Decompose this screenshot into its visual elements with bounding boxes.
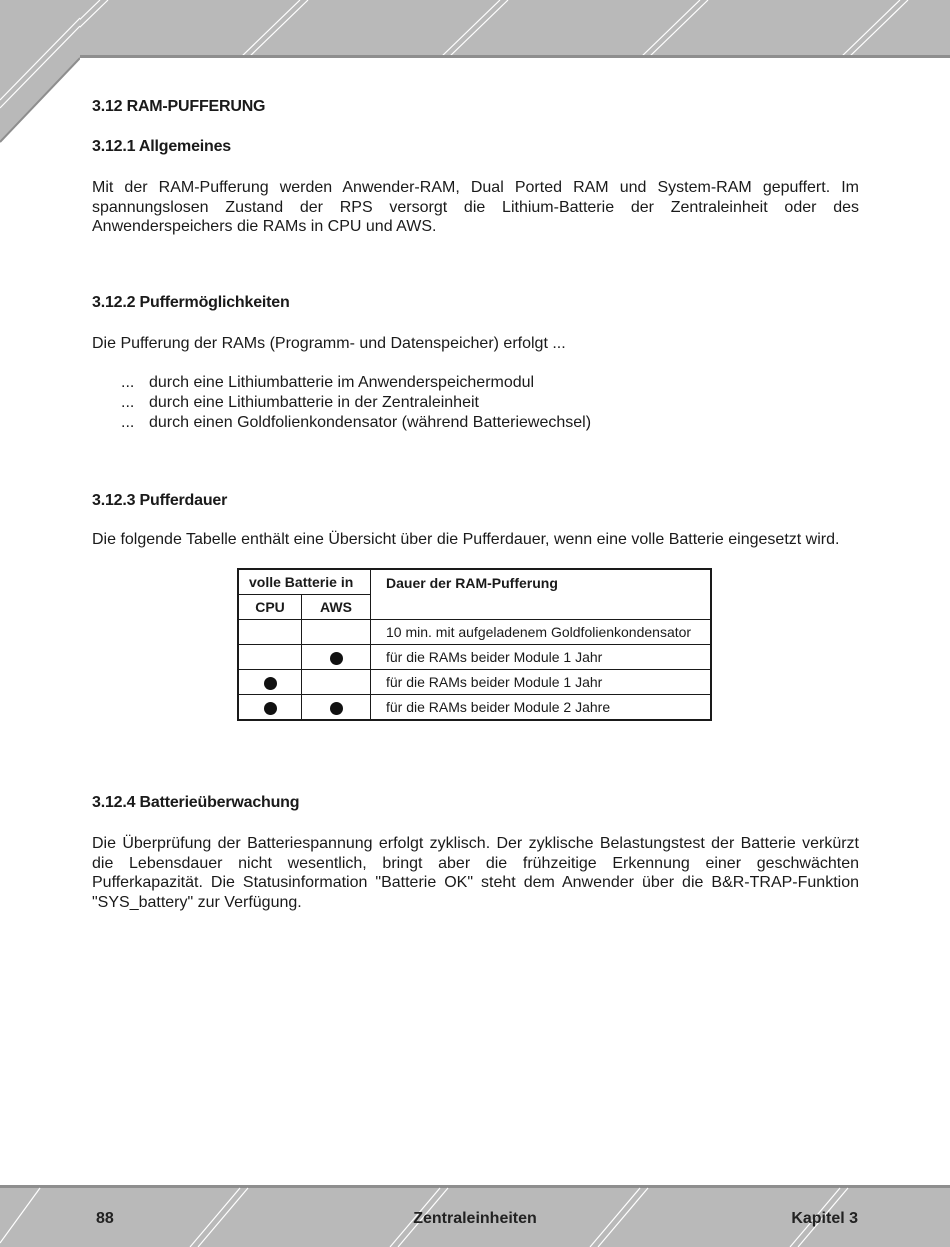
section-heading-puffermoeglichkeiten: 3.12.2 Puffermöglichkeiten xyxy=(92,294,290,311)
filled-dot-icon xyxy=(264,677,277,690)
header-duration: Dauer der RAM-Pufferung xyxy=(371,569,712,620)
table-row xyxy=(238,620,711,645)
header-full-battery: volle Batterie in xyxy=(238,569,371,595)
left-corner-band xyxy=(0,0,80,150)
bullet-marker: ... xyxy=(121,374,135,391)
section-heading-allgemeines: 3.12.1 Allgemeines xyxy=(92,138,231,155)
filled-dot-icon xyxy=(264,702,277,715)
list-item-text: durch eine Lithiumbatterie in der Zentraleinheit xyxy=(149,394,479,411)
cell-aws xyxy=(302,620,371,645)
list-item xyxy=(92,373,859,393)
cell-duration: für die RAMs beider Module 2 Jahre xyxy=(371,695,712,721)
paragraph-allgemeines: Mit der RAM-Pufferung werden Anwender-RAM, Dual Ported RAM und System-RAM gepuffert. Im spannungslosen Zustand der RPS versorgt die Lithium-Batterie der Zentraleinheit oder des Anwenderspeichers die RAMs in CPU und AWS. xyxy=(92,179,859,235)
chapter-label: Kapitel 3 xyxy=(791,1210,858,1227)
cell-duration: für die RAMs beider Module 1 Jahr xyxy=(371,670,712,695)
cell-aws xyxy=(302,645,371,670)
header-aws: AWS xyxy=(302,595,371,620)
paragraph-batterieueberwachung: Die Überprüfung der Batteriespannung erfolgt zyklisch. Der zyklische Belastungstest der Batterie verkürzt die Lebensdauer nicht wesentlich, bringt aber die frühzeitige Erkennung einer geschwächten Pufferkapazität. Die Statusinformation "Batterie OK" steht dem Anwender über die B&R-TRAP-Funktion "SYS_battery" zur Verfügung. xyxy=(92,835,859,911)
list-item xyxy=(92,413,859,433)
table-row xyxy=(238,695,711,721)
table-row xyxy=(238,645,711,670)
cell-aws xyxy=(302,670,371,695)
section-heading-batterieueberwachung: 3.12.4 Batterieüberwachung xyxy=(92,794,300,811)
cell-aws xyxy=(302,695,371,721)
filled-dot-icon xyxy=(330,652,343,665)
list-item xyxy=(92,393,859,413)
paragraph-pufferdauer-intro: Die folgende Tabelle enthält eine Übersicht über die Pufferdauer, wenn eine volle Batterie eingesetzt wird. xyxy=(92,531,840,548)
cell-duration: für die RAMs beider Module 1 Jahr xyxy=(371,645,712,670)
footer-title: Zentraleinheiten xyxy=(413,1210,537,1227)
filled-dot-icon xyxy=(330,702,343,715)
left-corner-shape xyxy=(0,0,80,150)
section-heading-pufferdauer: 3.12.3 Pufferdauer xyxy=(92,492,228,509)
cell-cpu xyxy=(238,695,302,721)
bullet-list xyxy=(92,373,859,433)
header-shadow xyxy=(80,55,950,58)
table-header-row xyxy=(238,569,711,595)
pufferdauer-table xyxy=(237,568,712,721)
cell-cpu xyxy=(238,620,302,645)
page-number: 88 xyxy=(96,1210,114,1227)
list-item-text: durch eine Lithiumbatterie im Anwenderspeichermodul xyxy=(149,374,535,391)
paragraph-pufferung-intro: Die Pufferung der RAMs (Programm- und Datenspeicher) erfolgt ... xyxy=(92,335,566,352)
cell-cpu xyxy=(238,670,302,695)
table-row xyxy=(238,670,711,695)
list-item-text: durch einen Goldfolienkondensator (während Batteriewechsel) xyxy=(149,414,592,431)
cell-cpu xyxy=(238,645,302,670)
bullet-marker: ... xyxy=(121,414,135,431)
bullet-marker: ... xyxy=(121,394,135,411)
section-heading-main: 3.12 RAM-PUFFERUNG xyxy=(92,98,266,115)
header-stripes xyxy=(0,0,950,58)
cell-duration: 10 min. mit aufgeladenem Goldfolienkondensator xyxy=(371,620,712,645)
header-cpu: CPU xyxy=(238,595,302,620)
header-band xyxy=(0,0,950,58)
